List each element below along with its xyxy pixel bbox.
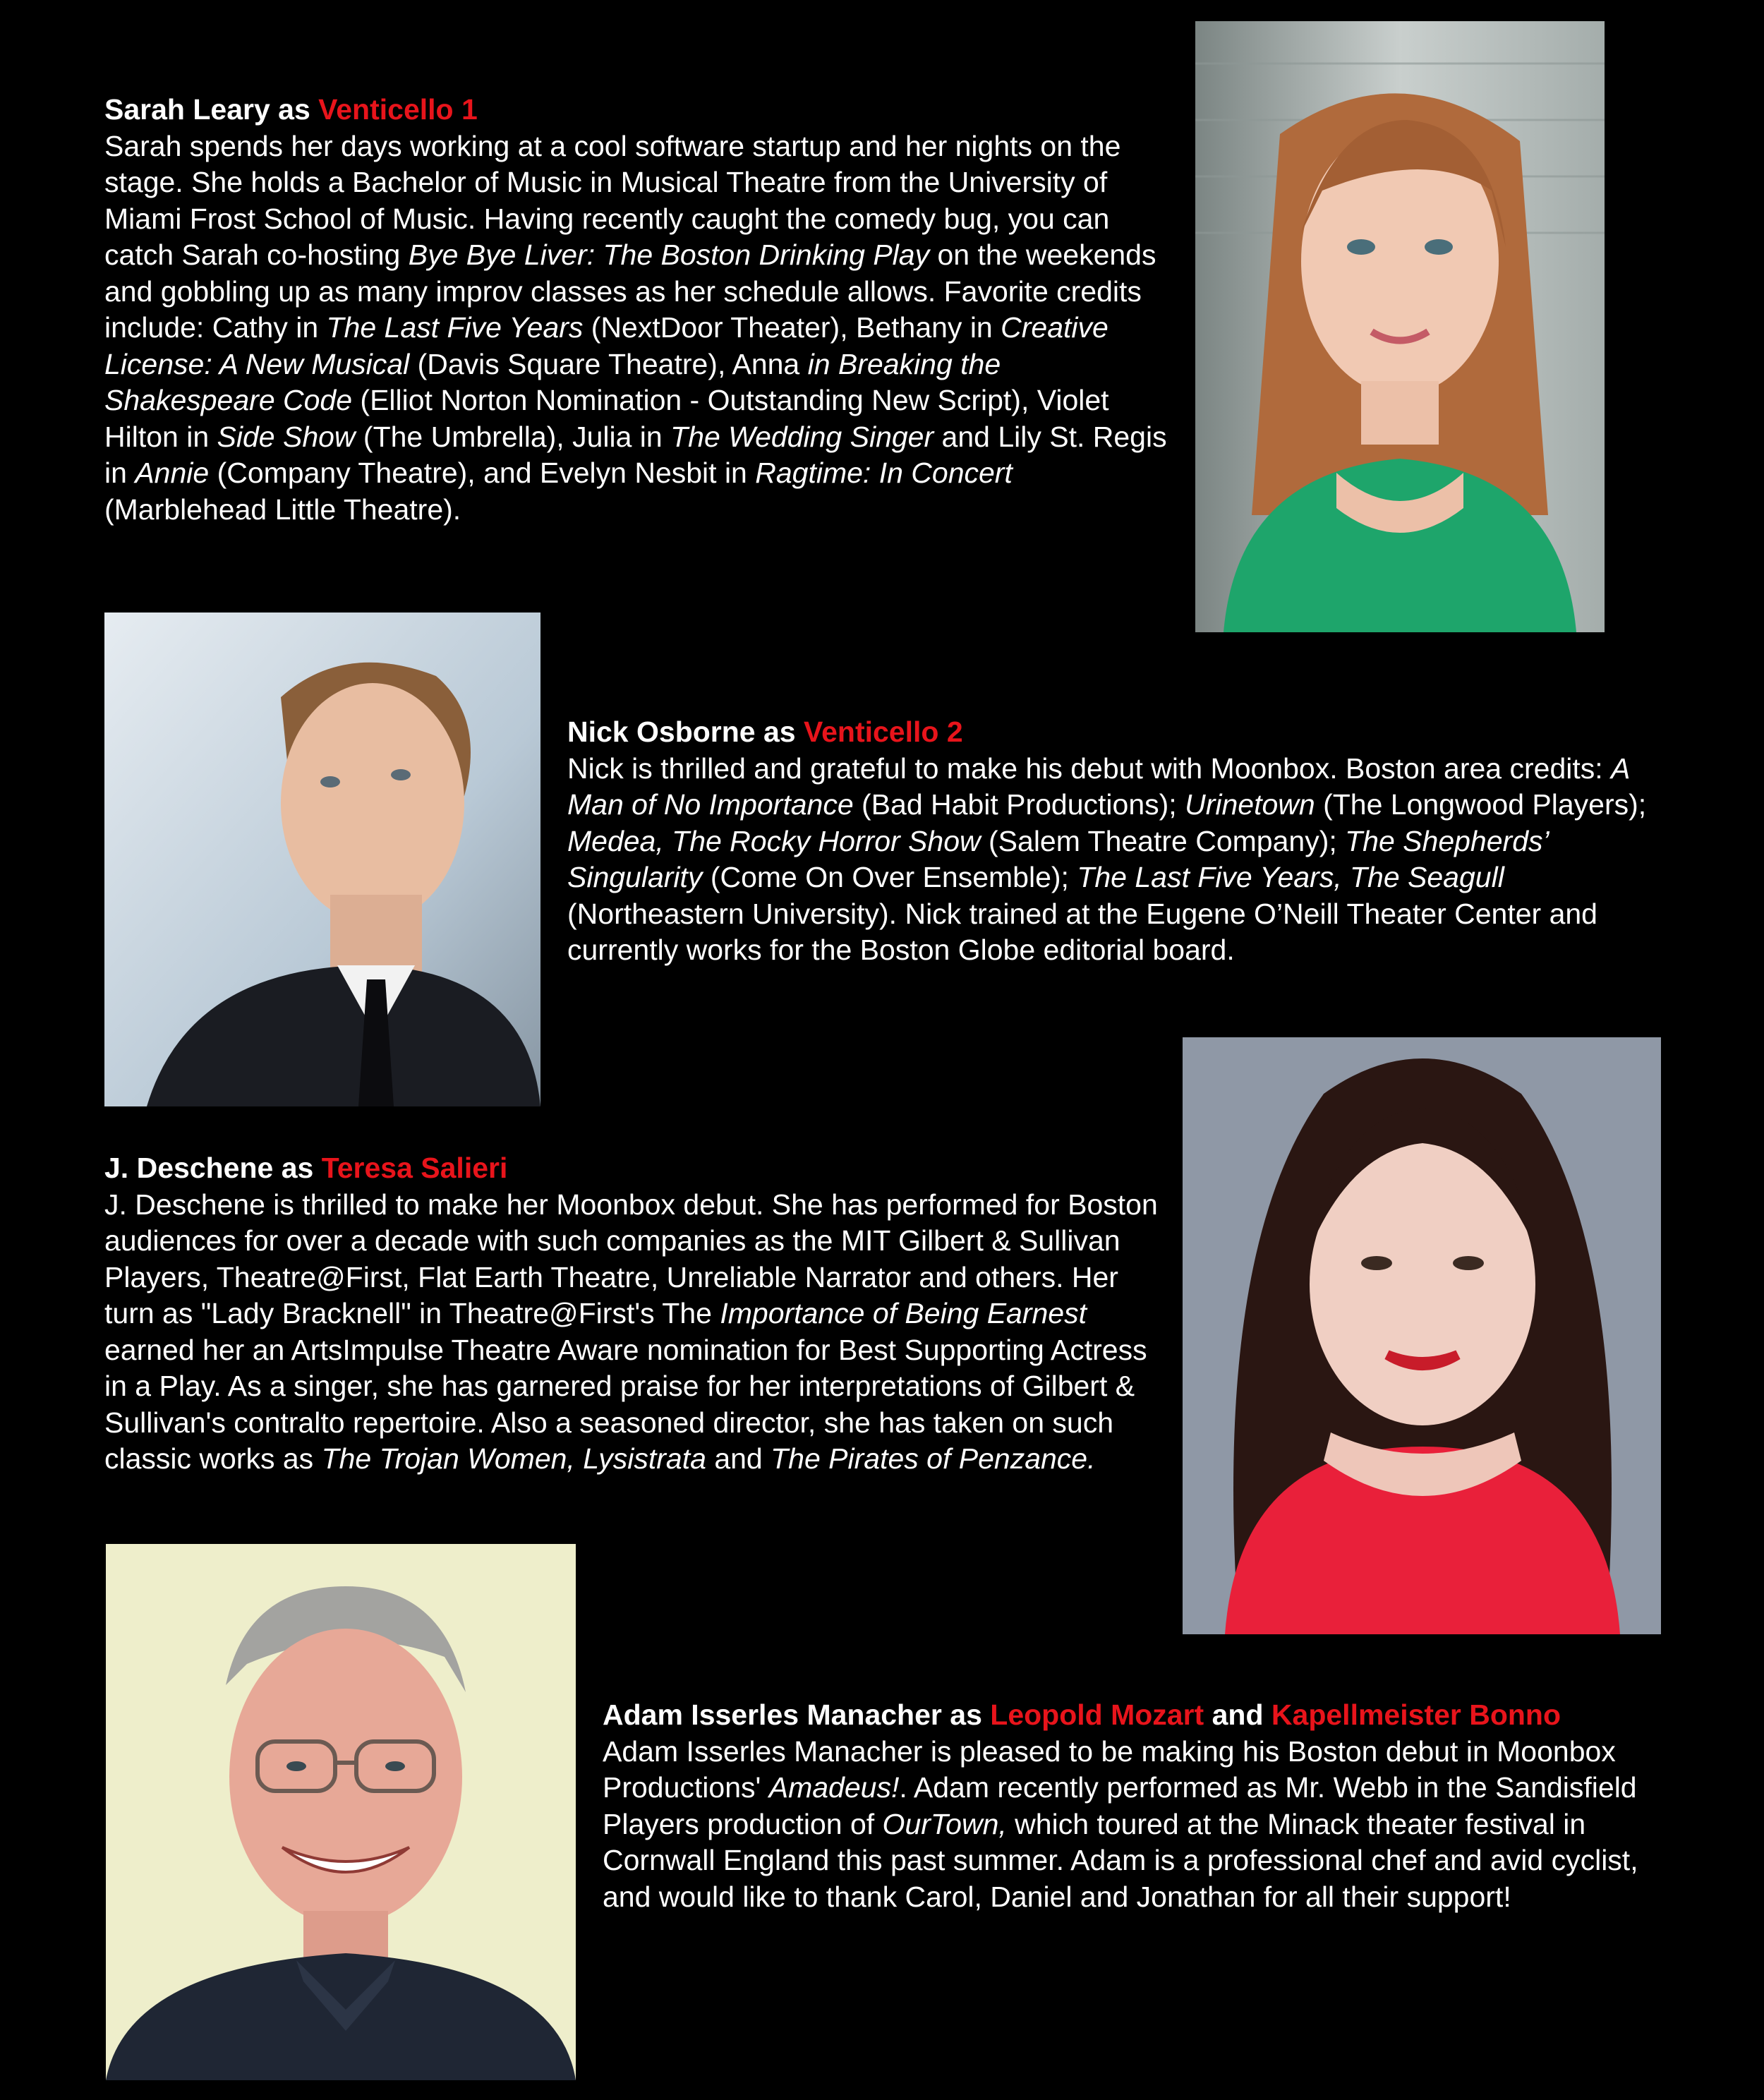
bio-text: (Bad Habit Productions);	[853, 788, 1185, 821]
bio-heading	[104, 92, 1177, 128]
show-title: Bye Bye Liver: The Boston Drinking Play	[408, 239, 930, 271]
show-title: A Man of No Importance	[567, 752, 1629, 821]
show-title: Creative License: A New Musical	[104, 311, 1108, 380]
show-title: Urinetown	[1185, 788, 1315, 821]
bio-text: Sarah spends her days working at a cool software startup and her nights on the stage. She holds a Bachelor of Music in Musical Theatre from the University of Miami Frost School of Music. Having recently caught the comedy bug, you can catch Sarah co-hosting	[104, 129, 1121, 271]
role-name: Teresa Salieri	[321, 1152, 508, 1184]
show-title: The Wedding Singer	[670, 420, 934, 453]
bio-j-deschene	[104, 1150, 1163, 1478]
bio-text: (NextDoor Theater), Bethany in	[583, 311, 1001, 344]
bio-text: (Marblehead Little Theatre).	[104, 493, 461, 526]
bio-text: J. Deschene is thrilled to make her Moonbox debut. She has performed for Boston audiences for over a decade with such companies as the MIT Gilbert & Sullivan Players, Theatre@First, Flat Earth Theatre, Unreliable Narrator and others. Her turn as "Lady Bracknell" in Theatre@First's The	[104, 1188, 1158, 1329]
as-word: as	[950, 1698, 982, 1731]
bio-text: (The Umbrella), Julia in	[355, 420, 671, 453]
role-name: Venticello 2	[804, 716, 963, 748]
headshot-adam-manacher	[106, 1544, 576, 2080]
show-title: OurTown,	[882, 1807, 1007, 1840]
show-title: in Breaking the Shakespeare Code	[104, 347, 1001, 416]
bio-text: and Lily St. Regis in	[104, 420, 1167, 489]
actor-name: Sarah Leary	[104, 93, 270, 126]
show-title: Amadeus!	[768, 1771, 900, 1804]
bio-text: . Adam recently performed as Mr. Webb in the Sandisfield Players production of	[603, 1771, 1637, 1840]
show-title: Medea, The Rocky Horror Show	[567, 824, 981, 857]
bio-text: Adam Isserles Manacher is pleased to be making his Boston debut in Moonbox Productions'	[603, 1734, 1616, 1804]
show-title: Annie	[135, 457, 210, 489]
bio-text: on the weekends and gobbling up as many improv classes as her schedule allows. Favorite credits include: Cathy in	[104, 239, 1156, 344]
bio-text: (Davis Square Theatre), Anna	[409, 347, 808, 380]
actor-name: Adam Isserles Manacher	[603, 1698, 942, 1731]
actor-name: J. Deschene	[104, 1152, 274, 1184]
bio-heading	[603, 1697, 1675, 1734]
role-name-2: Kapellmeister Bonno	[1271, 1698, 1561, 1731]
show-title: The Shepherds’ Singularity	[567, 824, 1548, 893]
actor-name: Nick Osborne	[567, 716, 756, 748]
bio-text: (Company Theatre), and Evelyn Nesbit in	[209, 457, 756, 489]
bio-heading	[567, 714, 1668, 751]
show-title: The Pirates of Penzance.	[771, 1442, 1096, 1475]
role-name: Venticello 1	[318, 93, 478, 126]
show-title: Side Show	[217, 420, 356, 453]
show-title: The Last Five Years	[326, 311, 584, 344]
bio-text: (The Longwood Players);	[1315, 788, 1647, 821]
bio-sarah-leary	[104, 92, 1177, 528]
bio-nick-osborne	[567, 714, 1668, 969]
headshot-j-deschene	[1183, 1037, 1661, 1634]
headshot-nick-osborne	[104, 612, 540, 1106]
bio-heading	[104, 1150, 1163, 1187]
bio-text: (Elliot Norton Nomination - Outstanding New Script), Violet Hilton in	[104, 384, 1109, 453]
bio-text: (Salem Theatre Company);	[980, 824, 1346, 857]
as-word: as	[278, 93, 310, 126]
headshot-sarah-leary	[1195, 21, 1605, 632]
bio-text: (Northeastern University). Nick trained at the Eugene O’Neill Theater Center and currently works for the Boston Globe editorial board.	[567, 897, 1597, 966]
bio-text: and	[706, 1442, 771, 1475]
role-name: Leopold Mozart	[990, 1698, 1204, 1731]
bio-text: earned her an ArtsImpulse Theatre Aware nomination for Best Supporting Actress in a Play. As a singer, she has garnered praise for her interpretations of Gilbert & Sullivan's contralto repertoire. Also a seasoned director, she has taken on such classic works as	[104, 1333, 1147, 1475]
bio-text: which toured at the Minack theater festival in Cornwall England this past summer. Adam is a professional chef and avid cyclist, and would like to thank Carol, Daniel and Jonathan for all their support!	[603, 1807, 1638, 1913]
as-word: as	[281, 1152, 314, 1184]
and-word: and	[1212, 1698, 1264, 1731]
bio-adam-manacher	[603, 1697, 1675, 1915]
bio-text: Nick is thrilled and grateful to make his debut with Moonbox. Boston area credits:	[567, 752, 1612, 785]
show-title: Importance of Being Earnest	[720, 1297, 1087, 1329]
as-word: as	[763, 716, 796, 748]
bio-text: (Come On Over Ensemble);	[702, 861, 1077, 893]
show-title: Ragtime: In Concert	[755, 457, 1013, 489]
show-title: The Trojan Women, Lysistrata	[321, 1442, 706, 1475]
show-title: The Last Five Years, The Seagull	[1077, 861, 1504, 893]
